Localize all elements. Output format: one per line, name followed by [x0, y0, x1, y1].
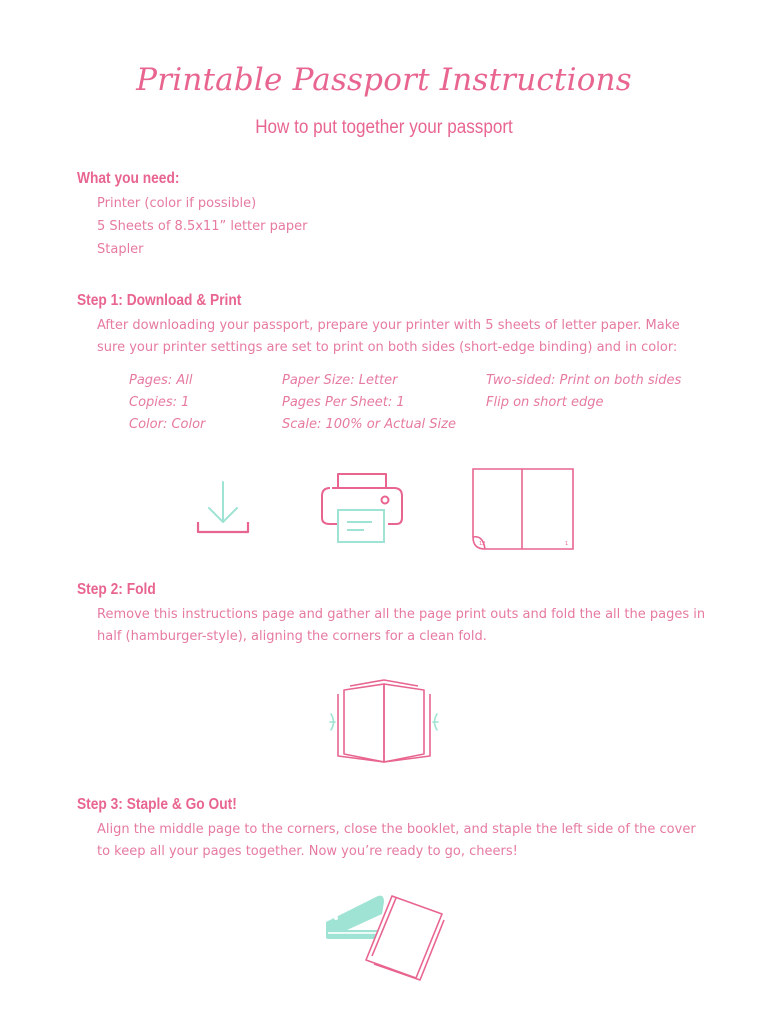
folded-booklet-icon: [328, 678, 440, 766]
page-title: Printable Passport Instructions: [136, 62, 632, 98]
needs-item-paper: 5 Sheets of 8.5x11” letter paper: [97, 219, 308, 234]
booklet-icon: [362, 894, 448, 982]
setting-two-sided: Two-sided: Print on both sides: [486, 373, 682, 388]
setting-copies: Copies: 1: [129, 395, 190, 410]
step2-heading: Step 2: Fold: [77, 581, 156, 598]
needs-heading: What you need:: [77, 170, 180, 187]
settings-column-1: [129, 370, 205, 436]
step3-heading: Step 3: Staple & Go Out!: [77, 796, 237, 813]
settings-column-2: [282, 370, 456, 436]
step2-body: Remove this instructions page and gather all the page print outs and fold the all the pages in half (hamburger-style), aligning the corners for a clean fold.: [97, 607, 706, 644]
setting-pages: Pages: All: [129, 373, 193, 388]
setting-paper-size: Paper Size: Letter: [282, 373, 398, 388]
step1-body: After downloading your passport, prepare your printer with 5 sheets of letter paper. Make sure your printer settings are set to print on both sides (short-edge binding) and in color:: [97, 318, 680, 355]
download-icon: [192, 478, 252, 538]
setting-color: Color: Color: [129, 417, 206, 432]
printer-icon: [318, 472, 408, 544]
needs-list: [97, 192, 307, 261]
setting-scale: Scale: 100% or Actual Size: [282, 417, 456, 432]
setting-pages-per-sheet: Pages Per Sheet: 1: [282, 395, 405, 410]
needs-item-printer: Printer (color if possible): [97, 196, 257, 211]
page-subtitle: How to put together your passport: [255, 117, 513, 138]
page-spread-icon: [471, 467, 577, 551]
setting-flip: Flip on short edge: [486, 395, 604, 410]
page-number-right: 1: [565, 541, 569, 547]
page-number-left: 12: [479, 541, 486, 547]
step3-body: Align the middle page to the corners, close the booklet, and staple the left side of the cover to keep all your pages together. Now you’re ready to go, cheers!: [97, 822, 696, 859]
step1-heading: Step 1: Download & Print: [77, 292, 242, 309]
settings-column-3: [486, 370, 681, 414]
needs-item-stapler: Stapler: [97, 242, 144, 257]
